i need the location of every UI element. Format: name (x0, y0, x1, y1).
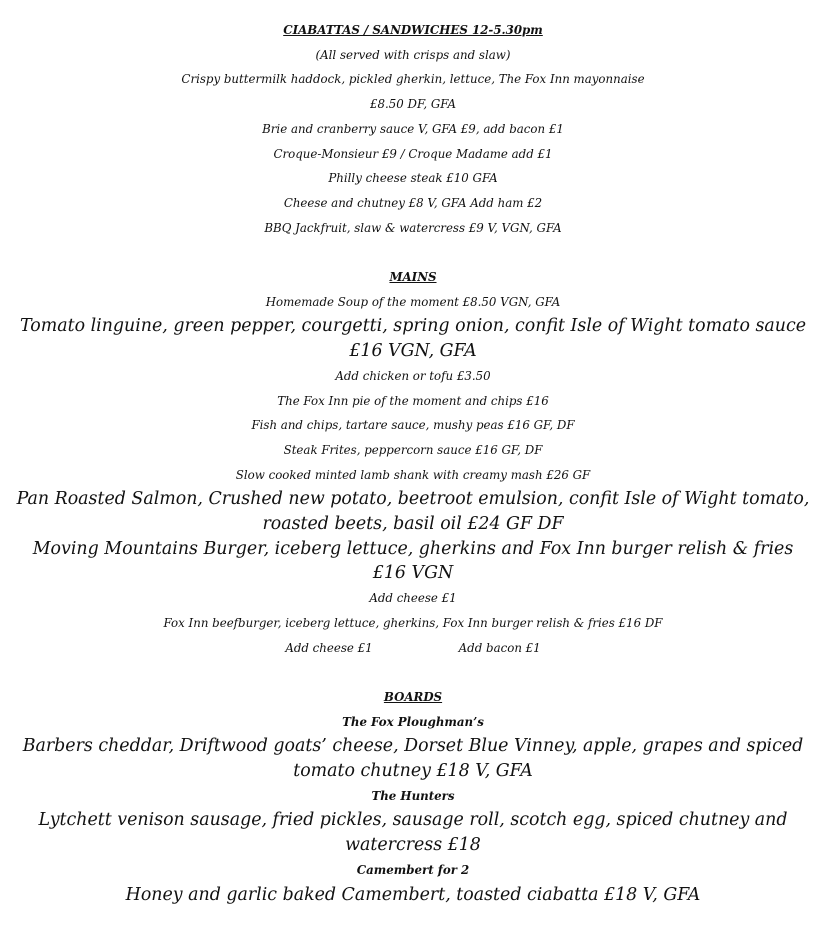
menu-item: Tomato linguine, green pepper, courgetti, spring onion, confit Isle of Wight tomato sauce £16 VGN, GFA (20, 316, 806, 362)
menu-item: Slow cooked minted lamb shank with creamy mash £26 GF (235, 467, 591, 482)
board-title: The Hunters (371, 788, 455, 803)
section-spacer (0, 240, 826, 265)
menu-item: Croque-Monsieur £9 / Croque Madame add £1 (273, 146, 553, 161)
menu-item: Crispy buttermilk haddock, pickled gherkin, lettuce, The Fox Inn mayonnaise (181, 72, 645, 87)
ciabattas-heading: CIABATTAS / SANDWICHES 12-5.30pm (283, 23, 543, 37)
board-description: Honey and garlic baked Camembert, toasted ciabatta £18 V, GFA (125, 884, 701, 905)
board-description: Barbers cheddar, Driftwood goats’ cheese, Dorset Blue Vinney, apple, grapes and spiced tomato chutney £18 V, GFA (22, 736, 804, 782)
menu-item: Fish and chips, tartare sauce, mushy peas £16 GF, DF (251, 418, 575, 433)
boards-heading: BOARDS (383, 689, 443, 704)
menu-item: Cheese and chutney £8 V, GFA Add ham £2 (283, 195, 543, 210)
menu-item: BBQ Jackfruit, slaw & watercress £9 V, VGN, GFA (264, 220, 562, 235)
menu-item: Brie and cranberry sauce V, GFA £9, add bacon £1 (262, 121, 564, 136)
menu-item: Add cheese £1 (369, 591, 457, 606)
menu-item: Philly cheese steak £10 GFA (328, 171, 498, 186)
ciabattas-note: (All served with crisps and slaw) (315, 47, 511, 62)
menu-item: £8.50 DF, GFA (370, 97, 456, 112)
board-title: Camembert for 2 (356, 862, 470, 877)
menu-item: Moving Mountains Burger, iceberg lettuce, gherkins and Fox Inn burger relish & fries £16 VGN (32, 538, 794, 584)
section-spacer (0, 660, 826, 685)
board-description: Lytchett venison sausage, fried pickles, sausage roll, scotch egg, spiced chutney and watercress £18 (38, 810, 788, 856)
burger-extras (0, 636, 826, 661)
extra-bacon: Add bacon £1 (458, 640, 541, 655)
mains-heading: MAINS (389, 270, 437, 285)
menu-item: Steak Frites, peppercorn sauce £16 GF, DF (283, 442, 543, 457)
menu-item: The Fox Inn pie of the moment and chips £16 (277, 393, 549, 408)
menu-item: Fox Inn beefburger, iceberg lettuce, gherkins, Fox Inn burger relish & fries £16 DF (163, 615, 663, 630)
menu-item: Add chicken or tofu £3.50 (335, 368, 491, 383)
extra-cheese: Add cheese £1 (285, 640, 373, 655)
menu-item: Homemade Soup of the moment £8.50 VGN, GFA (265, 294, 561, 309)
menu-item: Pan Roasted Salmon, Crushed new potato, beetroot emulsion, confit Isle of Wight tomato, roasted beets, basil oil £24 GF DF (16, 489, 810, 535)
board-title: The Fox Ploughman’s (342, 714, 484, 729)
